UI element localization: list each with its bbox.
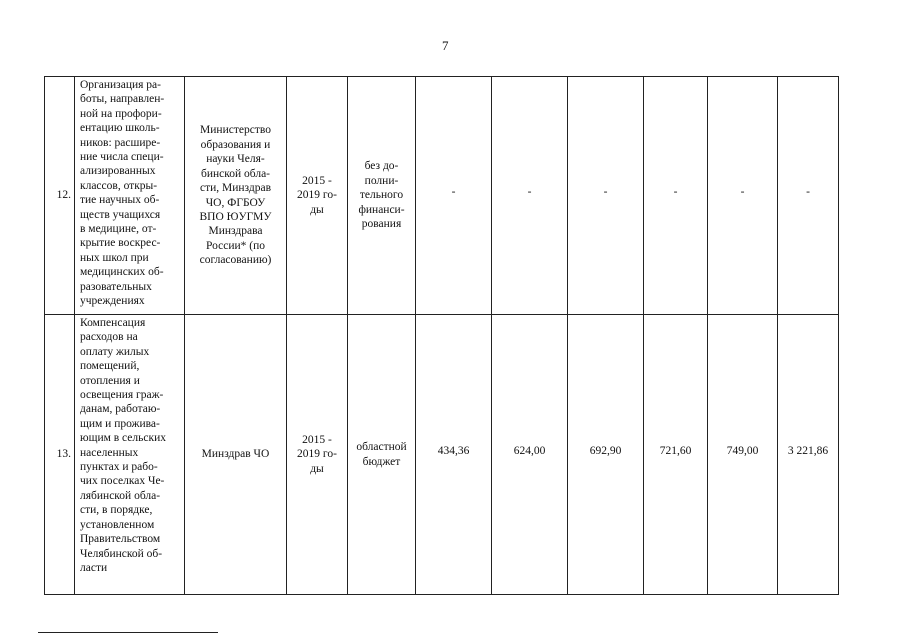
row-description [75, 77, 185, 315]
row-term [287, 77, 348, 315]
row-value-2016: 624,00 [492, 315, 568, 595]
row-description-text: Организация ра- боты, направлен- ной на профори- ентацию школь- ников: расшире- ние числа специ- ализированных классов, откры- тие научных об- ществ учащихся в медицине, от- крытие воскрес- ных школ при медицинских об- разовательных учреждениях [80, 79, 165, 308]
row-description [75, 315, 185, 595]
row-value-total: 3 221,86 [778, 315, 839, 595]
row-value-2016: - [492, 77, 568, 315]
row-funding-source [348, 315, 416, 595]
row-description-text: Компенсация расходов на оплату жилых помещений, отопления и освещения граж- данам, работаю- щим и прожива- ющим в сельских населенных пунктах и рабо- чих поселках Че- лябинской обла- сти, в порядке, установленном Правительством Челябинской об- ласти [80, 317, 166, 574]
row-value-2015: - [416, 77, 492, 315]
row-value-2017: 692,90 [568, 315, 644, 595]
row-term [287, 315, 348, 595]
table-row [45, 315, 839, 595]
row-executor [185, 77, 287, 315]
footnote-separator [38, 632, 218, 633]
row-number: 13. [45, 315, 75, 595]
row-term-text: 2015 - 2019 го- ды [297, 174, 337, 216]
row-term-text: 2015 - 2019 го- ды [297, 433, 337, 475]
row-value-2019: - [708, 77, 778, 315]
row-value-2015: 434,36 [416, 315, 492, 595]
page-number: 7 [442, 38, 449, 53]
row-value-2018: - [644, 77, 708, 315]
row-funding-source-text: областной бюджет [356, 441, 407, 468]
row-executor [185, 315, 287, 595]
row-value-2017: - [568, 77, 644, 315]
row-executor-text: Министерство образования и науки Челя- бинской обла- сти, Минздрав ЧО, ФГБОУ ВПО ЮУГМУ Минздрава России* (по согласованию) [199, 124, 272, 267]
row-funding-source-text: без до- полни- тельного финанси- рования [358, 160, 405, 231]
table-row [45, 77, 839, 315]
row-value-total: - [778, 77, 839, 315]
row-value-2019: 749,00 [708, 315, 778, 595]
program-table [44, 76, 839, 595]
row-number: 12. [45, 77, 75, 315]
row-executor-text: Минздрав ЧО [201, 448, 270, 461]
row-value-2018: 721,60 [644, 315, 708, 595]
row-funding-source [348, 77, 416, 315]
